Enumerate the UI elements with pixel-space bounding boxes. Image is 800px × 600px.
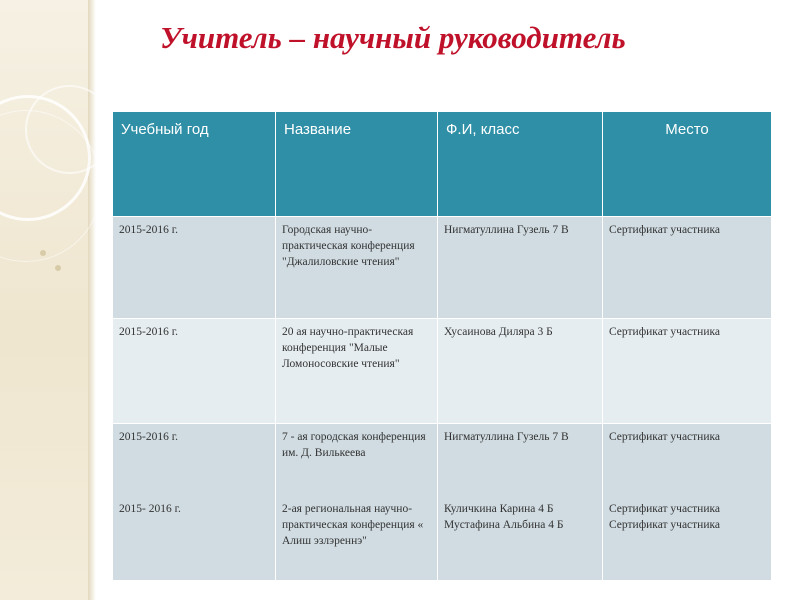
name-entry: 2-ая региональная научно-практическая конференция « Алиш эзлэреннэ" — [282, 503, 424, 547]
cell-year — [113, 424, 276, 581]
cell-place: Сертификат участника — [603, 319, 772, 424]
place-entry: Сертификат участника — [609, 519, 721, 531]
decorative-dot — [55, 265, 61, 271]
decorative-dot — [40, 250, 46, 256]
cell-student — [438, 424, 603, 581]
cell-student: Нигматуллина Гузель 7 В — [438, 217, 603, 319]
results-table — [112, 111, 772, 581]
column-header-year: Учебный год — [113, 112, 276, 217]
column-header-name: Название — [276, 112, 438, 217]
cell-year: 2015-2016 г. — [113, 319, 276, 424]
year-entry: 2015- 2016 г. — [119, 503, 181, 515]
column-header-student: Ф.И, класс — [438, 112, 603, 217]
cell-name: Городская научно-практическая конференция "Джалиловские чтения" — [276, 217, 438, 319]
cell-place: Сертификат участника — [603, 217, 772, 319]
name-entry: 7 - ая городская конференция им. Д. Вилькеева — [282, 431, 426, 459]
student-entry: Нигматуллина Гузель 7 В — [444, 431, 569, 443]
cell-name: 20 ая научно-практическая конференция "Малые Ломоносовские чтения" — [276, 319, 438, 424]
table-row — [113, 424, 772, 581]
place-entry: Сертификат участника — [609, 503, 721, 515]
table-row — [113, 319, 772, 424]
student-entry: Мустафина Альбина 4 Б — [444, 519, 564, 531]
place-entry: Сертификат участника — [609, 431, 721, 443]
year-entry: 2015-2016 г. — [119, 431, 178, 443]
table-row — [113, 217, 772, 319]
cell-name — [276, 424, 438, 581]
cell-year: 2015-2016 г. — [113, 217, 276, 319]
cell-place — [603, 424, 772, 581]
decorative-ring — [25, 85, 114, 174]
cell-student: Хусаинова Диляра 3 Б — [438, 319, 603, 424]
slide-title: Учитель – научный руководитель — [160, 20, 626, 55]
student-entry: Куличкина Карина 4 Б — [444, 503, 554, 515]
column-header-place: Место — [603, 112, 772, 217]
table-header-row — [113, 112, 772, 217]
